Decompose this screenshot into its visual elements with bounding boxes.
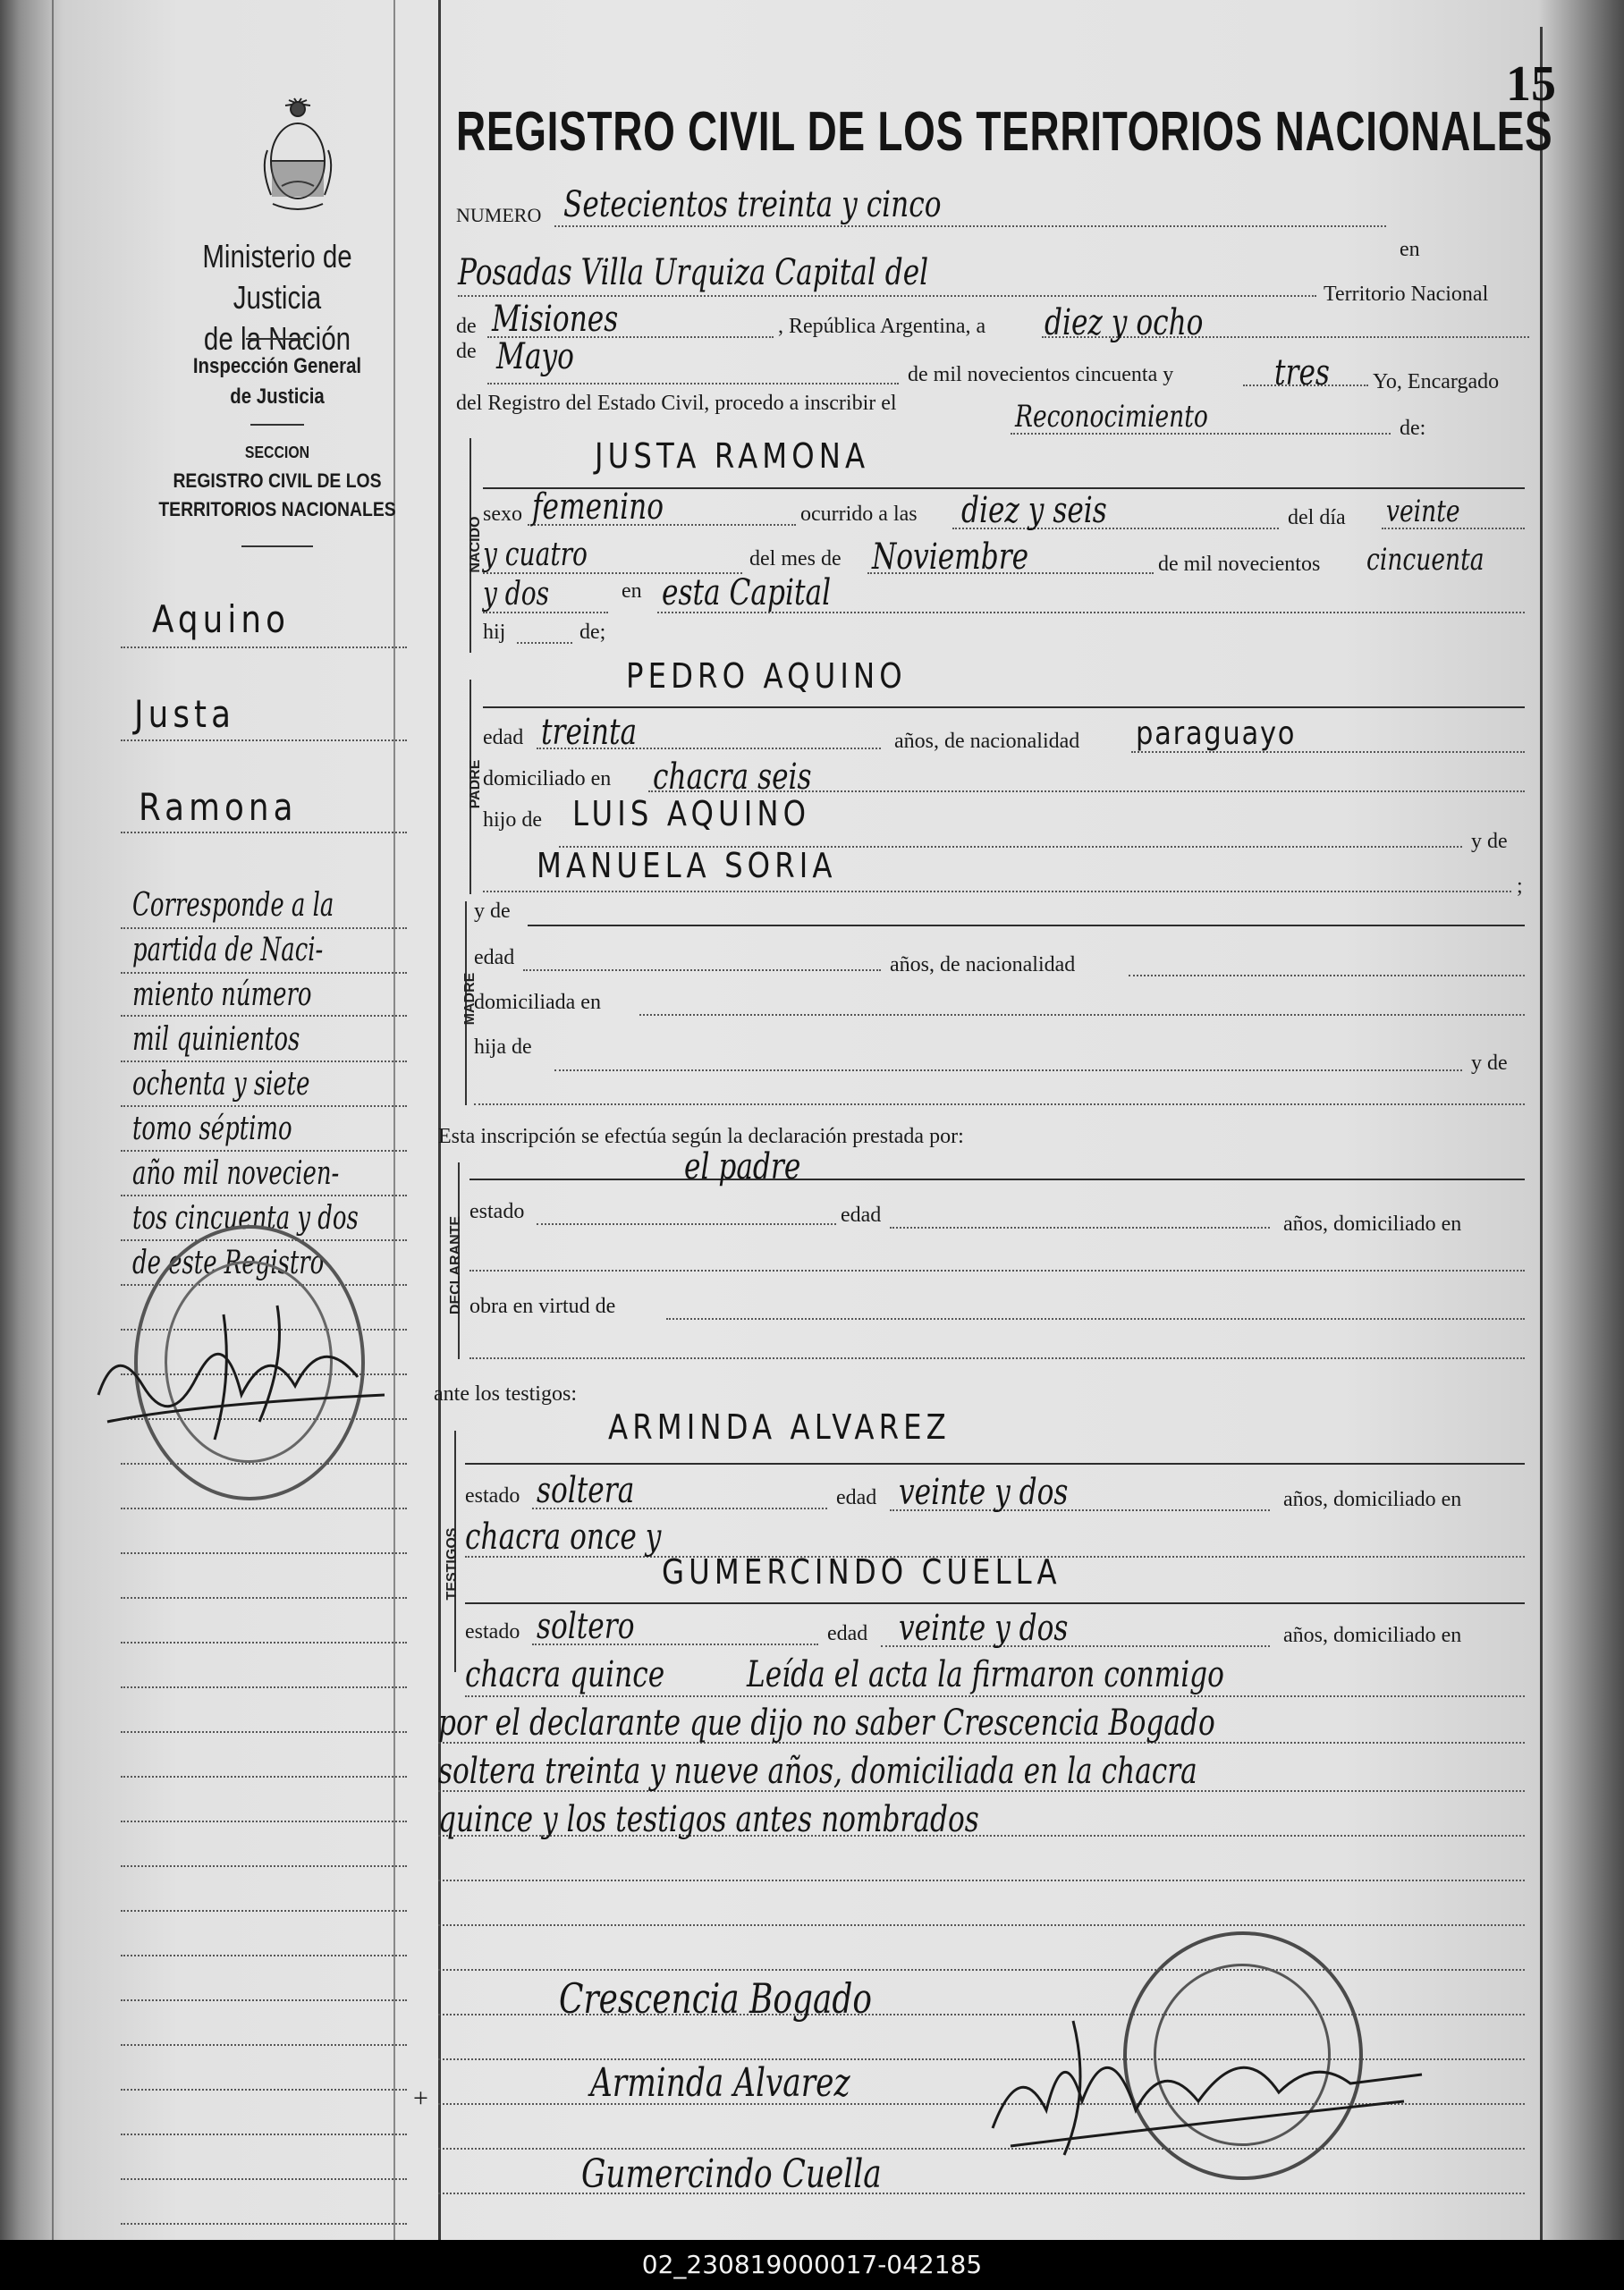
section-label-nacido: NACIDO — [468, 516, 483, 573]
field-anio-nac: cincuenta — [1366, 542, 1484, 578]
section-label-declarante: DECLARANTE — [448, 1215, 463, 1315]
inspection-name — [156, 351, 399, 412]
field-dia-nac-2: y cuatro — [483, 537, 588, 573]
section-label-testigos: TESTIGOS — [444, 1527, 460, 1601]
divider — [241, 545, 313, 547]
annotation-line: miento número — [132, 976, 312, 1013]
right-border — [1540, 27, 1543, 2240]
label-y-de: y de — [1471, 830, 1508, 853]
label-anos-dom: años, domiciliado en — [1283, 1488, 1462, 1511]
signature-gumercindo: Gumercindo Cuella — [581, 2151, 882, 2197]
label-obra: obra en virtud de — [469, 1295, 616, 1318]
registrar-signature-icon — [975, 2003, 1440, 2164]
margin-line — [121, 832, 407, 833]
label-de: de — [456, 340, 477, 363]
footer-caption — [0, 2240, 1624, 2290]
field-padre-domicilio: chacra seis — [653, 756, 812, 798]
signature-arminda: Arminda Alvarez — [590, 2060, 850, 2106]
label-inscripcion: Esta inscripción se efectúa según la declaración prestada por: — [438, 1125, 964, 1148]
label-edad: edad — [474, 946, 515, 969]
field-testigo1-edad: veinte y dos — [899, 1472, 1069, 1513]
label-de-colon: de: — [1400, 417, 1426, 440]
label-anos-nac: años, de nacionalidad — [894, 730, 1080, 753]
section-label-madre: MADRE — [462, 972, 478, 1026]
field-testigo2-estado: soltero — [537, 1606, 635, 1647]
field-acto: Reconocimiento — [1015, 399, 1208, 435]
margin-firstname: Justa — [134, 692, 236, 736]
field-declarante: el padre — [684, 1146, 801, 1187]
field-testigo1-domicilio: chacra once y — [465, 1517, 662, 1558]
closing-line: quince y los testigos antes nombrados — [438, 1799, 979, 1840]
field-sexo: femenino — [532, 486, 664, 528]
divider — [250, 424, 304, 426]
label-de-mil: de mil novecientos cincuenta y — [908, 363, 1174, 386]
label-republica: , República Argentina, a — [778, 315, 986, 338]
field-territorio: Misiones — [492, 299, 619, 340]
field-dia-nac: veinte — [1386, 494, 1460, 529]
annotation-line: tos cincuenta y dos — [132, 1200, 359, 1237]
document-id: 02_230819000017-042185 — [641, 2250, 983, 2279]
field-padre-nacionalidad: paraguayo — [1136, 715, 1297, 752]
label-ocurrido: ocurrido a las — [800, 503, 918, 526]
annotation-line: año mil novecien- — [132, 1155, 340, 1192]
field-abuela: MANUELA SORIA — [537, 846, 837, 885]
ministry-line-2: de la Nación — [203, 320, 351, 357]
label-registro: del Registro del Estado Civil, procedo a inscribir el — [456, 392, 897, 415]
label-de2: de; — [579, 621, 606, 644]
signature-crescencia: Crescencia Bogado — [559, 1974, 872, 2023]
annotation-line: partida de Naci- — [132, 932, 324, 968]
label-hija-de: hija de — [474, 1035, 532, 1059]
field-testigo2-edad: veinte y dos — [899, 1608, 1069, 1649]
label-mil-nov: de mil novecientos — [1158, 553, 1321, 576]
label-hij: hij — [483, 621, 506, 644]
annotation-line: tomo séptimo — [132, 1111, 292, 1147]
inspection-line-2: de Justicia — [230, 384, 325, 409]
field-testigo2-domicilio: chacra quince — [465, 1654, 665, 1695]
label-del-dia: del día — [1288, 506, 1346, 529]
document-title: REGISTRO CIVIL DE LOS TERRITORIOS NACIONALES — [456, 101, 1553, 163]
label-edad: edad — [483, 726, 524, 749]
margin-signature-icon — [89, 1288, 393, 1449]
section-line-2: REGISTRO CIVIL DE LOS — [173, 469, 382, 492]
field-abuelo: LUIS AQUINO — [572, 794, 811, 833]
label-y-de: y de — [1471, 1052, 1508, 1075]
label-en: en — [1400, 238, 1420, 261]
margin-line — [121, 739, 407, 741]
field-lugar: Posadas Villa Urquiza Capital del — [458, 252, 929, 293]
label-anos-dom: años, domiciliado en — [1283, 1213, 1462, 1236]
field-anio-acta: tres — [1274, 352, 1330, 393]
section-label-padre: PADRE — [468, 759, 483, 809]
label-estado: estado — [465, 1484, 520, 1508]
margin-surname: Aquino — [152, 597, 291, 641]
field-anio-nac-2: y dos — [483, 576, 550, 613]
label-del-mes: del mes de — [749, 547, 842, 570]
binding-edge — [52, 0, 54, 2240]
ministry-line-1: Ministerio de Justicia — [202, 238, 352, 316]
field-numero: Setecientos treinta y cinco — [563, 184, 942, 225]
label-edad: edad — [841, 1204, 882, 1227]
field-nombre: JUSTA RAMONA — [595, 436, 870, 476]
field-padre: PEDRO AQUINO — [626, 656, 907, 696]
field-testigo2: GUMERCINDO CUELLA — [662, 1552, 1062, 1592]
annotation-line: de este Registro — [132, 1245, 325, 1281]
label-sexo: sexo — [483, 503, 522, 526]
field-mes-nac: Noviembre — [872, 537, 1029, 578]
annotation-line: mil quinientos — [132, 1021, 300, 1058]
label-hijo-de: hijo de — [483, 808, 542, 832]
label-domiciliado: domiciliado en — [483, 767, 612, 790]
divider — [246, 338, 309, 340]
margin-divider — [438, 0, 441, 2240]
field-lugar-nac: esta Capital — [662, 572, 832, 613]
section-name — [151, 438, 403, 524]
label-en-lugar: en — [622, 579, 642, 603]
ministry-name — [160, 236, 394, 359]
annotation-line: ochenta y siete — [132, 1066, 310, 1103]
label-edad: edad — [836, 1486, 877, 1509]
label-ante: ante los testigos: — [434, 1382, 577, 1406]
margin-line — [121, 646, 407, 648]
field-padre-edad: treinta — [541, 712, 638, 753]
page-number: 15 — [1506, 56, 1556, 112]
label-estado: estado — [465, 1620, 520, 1644]
field-dia-acta: diez y ocho — [1045, 302, 1204, 343]
label-de: de — [456, 315, 477, 338]
label-y-de: y de — [474, 900, 511, 923]
label-semicolon: ; — [1517, 875, 1523, 898]
field-testigo1-estado: soltera — [537, 1470, 635, 1511]
label-yo: Yo, Encargado — [1373, 370, 1500, 393]
label-estado: estado — [469, 1200, 525, 1223]
field-mes-acta: Mayo — [496, 336, 574, 377]
plus-mark: + — [413, 2083, 428, 2113]
section-line-1: SECCION — [244, 444, 310, 461]
label-numero: NUMERO — [456, 204, 542, 226]
margin-middlename: Ramona — [139, 785, 298, 829]
label-anos-nac: años, de nacionalidad — [890, 953, 1076, 976]
section-line-3: TERRITORIOS NACIONALES — [158, 498, 396, 520]
closing-line: Leída el acta la firmaron conmigo — [747, 1654, 1224, 1695]
closing-line: soltera treinta y nueve años, domiciliada en la chacra — [438, 1751, 1197, 1792]
label-territorio: Territorio Nacional — [1324, 283, 1489, 306]
label-anos-dom: años, domiciliado en — [1283, 1624, 1462, 1647]
field-testigo1: ARMINDA ALVAREZ — [608, 1407, 951, 1447]
coat-of-arms-icon — [255, 97, 341, 222]
annotation-line: Corresponde a la — [132, 887, 334, 924]
inspection-line-1: Inspección General — [192, 354, 362, 378]
closing-line: por el declarante que dijo no saber Crescencia Bogado — [438, 1703, 1215, 1744]
field-hora: diez y seis — [961, 490, 1107, 531]
label-edad: edad — [827, 1622, 868, 1645]
label-domiciliada: domiciliada en — [474, 991, 601, 1014]
